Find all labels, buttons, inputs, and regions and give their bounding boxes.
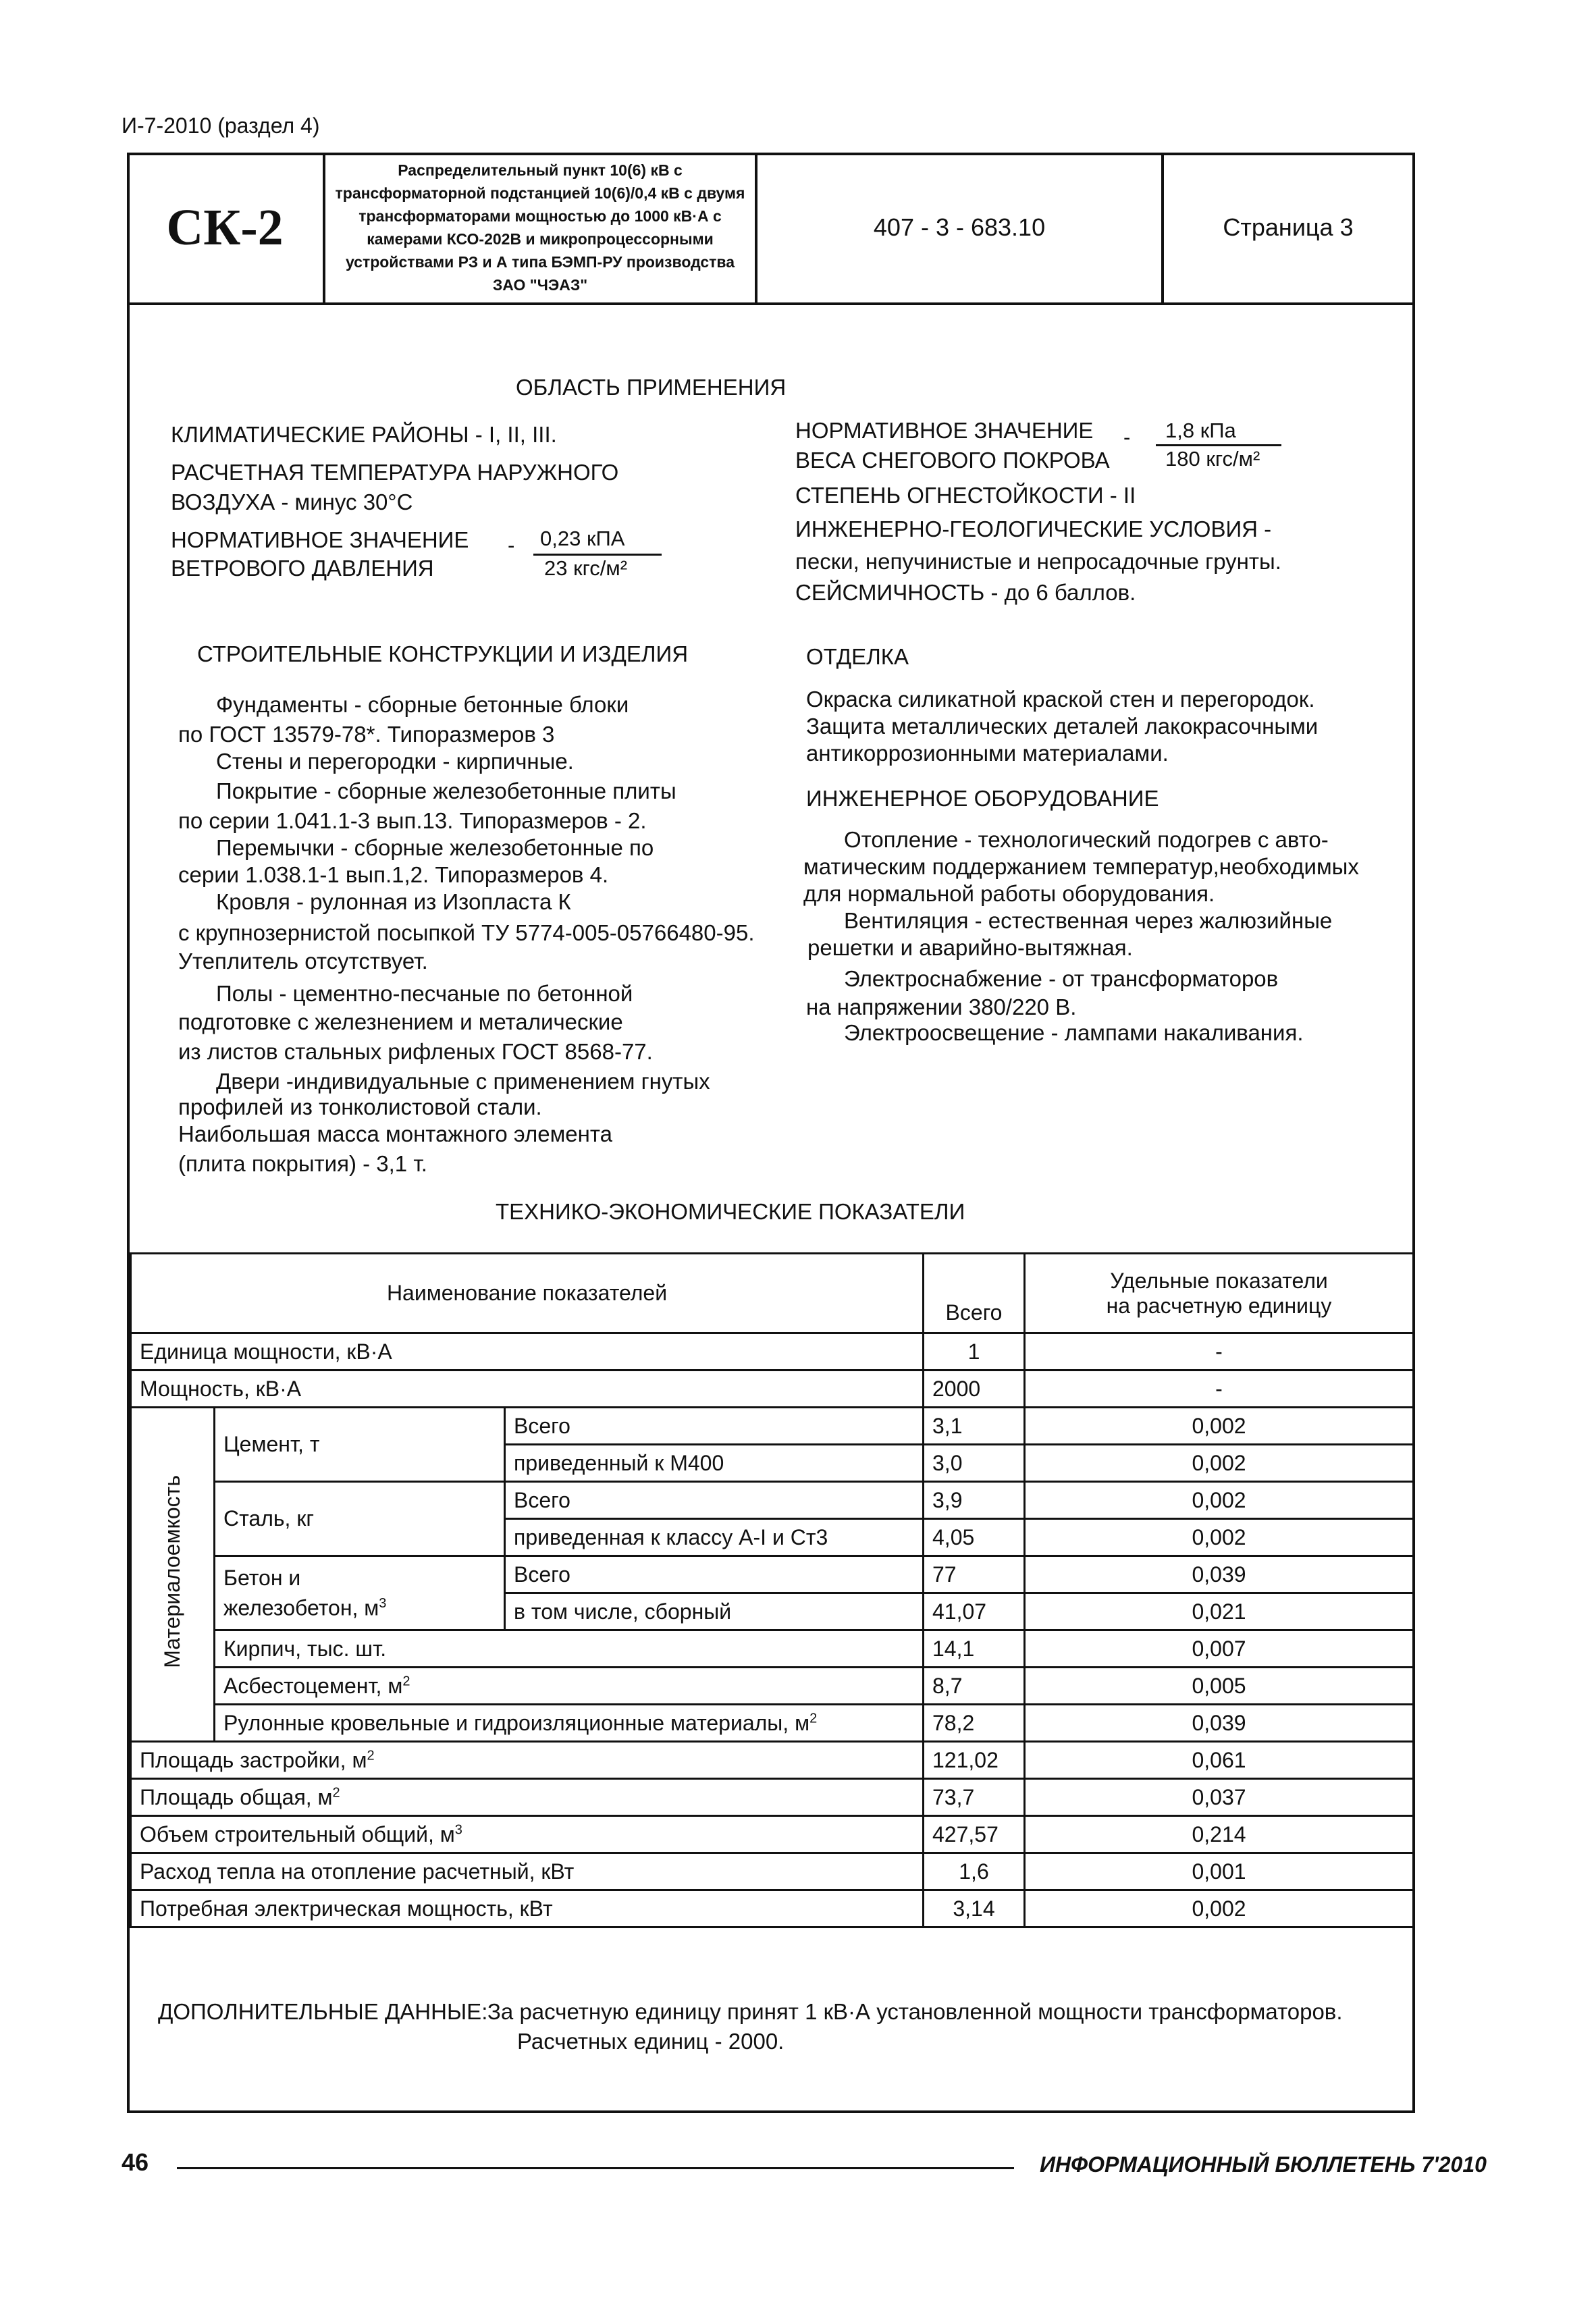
constructions-line: Стены и перегородки - кирпичные. xyxy=(216,749,574,774)
snow-label-line2: ВЕСА СНЕГОВОГО ПОКРОВА xyxy=(795,448,1110,473)
row-sub: Всего xyxy=(505,1482,924,1519)
row-unit: 0,039 xyxy=(1025,1556,1414,1593)
wind-dash: - xyxy=(508,533,515,557)
asbestos-unit-sup: 2 xyxy=(402,1673,410,1689)
table-row xyxy=(131,1333,1414,1371)
constructions-line: Фундаменты - сборные бетонные блоки xyxy=(216,692,629,717)
row-name xyxy=(215,1705,924,1742)
row-name xyxy=(131,1742,924,1779)
asbestos-name: Асбестоцемент, м xyxy=(223,1673,403,1698)
material-group-label: Материалоемкость xyxy=(160,1475,184,1668)
constructions-line: Покрытие - сборные железобетонные плиты xyxy=(216,778,676,803)
constructions-line: Утеплитель отсутствует. xyxy=(178,949,428,974)
row-sub: Всего xyxy=(505,1408,924,1445)
concrete-name-line1: Бетон и xyxy=(223,1566,301,1591)
constructions-line: по ГОСТ 13579-78*. Типоразмеров 3 xyxy=(178,722,555,747)
row-unit: - xyxy=(1025,1333,1414,1371)
row-total: 427,57 xyxy=(924,1816,1025,1853)
table-row xyxy=(131,1630,1414,1668)
volume-name: Объем строительный общий, м xyxy=(140,1822,455,1846)
constructions-line: серии 1.038.1-1 вып.1,2. Типоразмеров 4. xyxy=(178,862,609,887)
total-area-name: Площадь общая, м xyxy=(140,1784,333,1809)
finish-heading: ОТДЕЛКА xyxy=(806,644,909,669)
equipment-line: Отопление - технологический подогрев с авто- xyxy=(844,827,1329,852)
document-code: И-7-2010 (раздел 4) xyxy=(122,113,320,138)
row-sub: в том числе, сборный xyxy=(505,1593,924,1630)
extra-label: ДОПОЛНИТЕЛЬНЫЕ ДАННЫЕ: xyxy=(158,1999,488,2024)
row-total: 41,07 xyxy=(924,1593,1025,1630)
row-total: 14,1 xyxy=(924,1630,1025,1668)
row-unit: 0,021 xyxy=(1025,1593,1414,1630)
concrete-name-text: железобетон, м xyxy=(223,1595,379,1620)
row-name xyxy=(215,1668,924,1705)
table-row xyxy=(131,1408,1414,1445)
constructions-line: Полы - цементно-песчаные по бетонной xyxy=(216,981,633,1006)
bulletin-title: ИНФОРМАЦИОННЫЙ БЮЛЛЕТЕНЬ 7'2010 xyxy=(1040,2152,1487,2177)
row-unit: 0,002 xyxy=(1025,1482,1414,1519)
row-unit: 0,061 xyxy=(1025,1742,1414,1779)
row-total: 2000 xyxy=(924,1371,1025,1408)
row-total: 73,7 xyxy=(924,1779,1025,1816)
snow-value-kgs: 180 кгс/м² xyxy=(1165,447,1260,471)
design-temp-line1: РАСЧЕТНАЯ ТЕМПЕРАТУРА НАРУЖНОГО xyxy=(171,460,619,485)
col-header-unit-line2: на расчетную единицу xyxy=(1106,1293,1332,1318)
row-sub: приведенный к М400 xyxy=(505,1445,924,1482)
equipment-heading: ИНЖЕНЕРНОЕ ОБОРУДОВАНИЕ xyxy=(806,786,1159,811)
col-header-unit-line1: Удельные показатели xyxy=(1110,1268,1328,1293)
built-area-sup: 2 xyxy=(367,1747,375,1763)
constructions-line: с крупнозернистой посыпкой ТУ 5774-005-05766480-95. xyxy=(178,920,755,945)
constructions-line: по серии 1.041.1-3 вып.13. Типоразмеров - 2. xyxy=(178,808,647,833)
extra-line1: За расчетную единицу принят 1 кВ·А установленной мощности трансформаторов. xyxy=(487,1999,1343,2024)
table-row xyxy=(131,1556,1414,1593)
snow-fraction-line xyxy=(1156,444,1281,446)
row-name: Мощность, кВ·А xyxy=(131,1371,924,1408)
row-unit: 0,002 xyxy=(1025,1408,1414,1445)
roll-name: Рулонные кровельные и гидроизляционные материалы, м xyxy=(223,1710,810,1735)
concrete-name-line2 xyxy=(223,1591,496,1621)
wind-label-line1: НОРМАТИВНОЕ ЗНАЧЕНИЕ xyxy=(171,527,469,552)
table-row xyxy=(131,1668,1414,1705)
equipment-line: Электроосвещение - лампами накаливания. xyxy=(844,1020,1304,1045)
constructions-line: подготовке с железнением и металические xyxy=(178,1009,623,1034)
finish-line: антикоррозионными материалами. xyxy=(806,741,1169,766)
concrete-unit-sup: 3 xyxy=(379,1596,387,1612)
constructions-line: Наибольшая масса монтажного элемента xyxy=(178,1121,612,1146)
wind-label-line2: ВЕТРОВОГО ДАВЛЕНИЯ xyxy=(171,556,434,581)
title-block xyxy=(127,153,1415,305)
finish-line: Защита металлических деталей лакокрасочными xyxy=(806,714,1319,739)
row-name: Потребная электрическая мощность, кВт xyxy=(131,1890,924,1928)
equipment-line: решетки и аварийно-вытяжная. xyxy=(807,935,1133,960)
constructions-line: из листов стальных рифленых ГОСТ 8568-77. xyxy=(178,1039,653,1064)
total-area-sup: 2 xyxy=(332,1784,340,1800)
table-row xyxy=(131,1853,1414,1890)
row-name: Единица мощности, кВ·А xyxy=(131,1333,924,1371)
page-label: Страница 3 xyxy=(1223,213,1354,241)
wind-fraction-line xyxy=(533,554,662,556)
constructions-line: профилей из тонколистовой стали. xyxy=(178,1094,542,1119)
scope-heading: ОБЛАСТЬ ПРИМЕНЕНИЯ xyxy=(516,375,787,400)
series-code: СК-2 xyxy=(127,153,325,302)
table-row xyxy=(131,1482,1414,1519)
project-title: Распределительный пункт 10(6) кВ с трансформаторной подстанцией 10(6)/0,4 кВ с двумя трансформаторами мощностью до 1000 кВ·А с камерами КСО-202В и микропроцессорными устройствами РЗ и А типа БЭМП-РУ производства ЗАО "ЧЭАЗ" xyxy=(325,153,757,302)
row-total: 3,14 xyxy=(924,1890,1025,1928)
geo-conditions: ИНЖЕНЕРНО-ГЕОЛОГИЧЕСКИЕ УСЛОВИЯ - xyxy=(795,516,1272,541)
climate-regions: КЛИМАТИЧЕСКИЕ РАЙОНЫ - I, II, III. xyxy=(171,422,557,447)
row-unit: 0,005 xyxy=(1025,1668,1414,1705)
fire-resistance: СТЕПЕНЬ ОГНЕСТОЙКОСТИ - II xyxy=(795,483,1136,508)
row-total: 3,9 xyxy=(924,1482,1025,1519)
table-header-row xyxy=(131,1254,1414,1333)
row-unit: 0,002 xyxy=(1025,1519,1414,1556)
volume-sup: 3 xyxy=(454,1822,462,1837)
row-name xyxy=(131,1779,924,1816)
finish-line: Окраска силикатной краской стен и перегородок. xyxy=(806,687,1315,712)
constructions-line: Кровля - рулонная из Изопласта К xyxy=(216,889,571,914)
wind-value-kgs: 23 кгс/м² xyxy=(544,556,628,580)
equipment-line: Электроснабжение - от трансформаторов xyxy=(844,966,1279,991)
footer-rule xyxy=(177,2167,1014,2169)
equipment-line: Вентиляция - естественная через жалюзийные xyxy=(844,908,1333,933)
indicators-table xyxy=(130,1252,1414,1928)
row-name: Расход тепла на отопление расчетный, кВт xyxy=(131,1853,924,1890)
row-total: 121,02 xyxy=(924,1742,1025,1779)
row-sub: Всего xyxy=(505,1556,924,1593)
design-temp-line2: ВОЗДУХА - минус 30°С xyxy=(171,489,413,514)
page-number: 46 xyxy=(122,2148,149,2176)
constructions-line: Перемычки - сборные железобетонные по xyxy=(216,835,654,860)
row-unit: 0,037 xyxy=(1025,1779,1414,1816)
row-name: Кирпич, тыс. шт. xyxy=(215,1630,924,1668)
row-name xyxy=(215,1556,505,1630)
equipment-line: на напряжении 380/220 В. xyxy=(806,994,1077,1019)
row-total: 1 xyxy=(924,1333,1025,1371)
material-group-cell xyxy=(131,1408,215,1742)
row-unit: 0,002 xyxy=(1025,1445,1414,1482)
project-number: 407 - 3 - 683.10 xyxy=(757,153,1164,302)
constructions-line: (плита покрытия) - 3,1 т. xyxy=(178,1151,427,1176)
wind-value-kpa: 0,23 кПА xyxy=(540,527,625,550)
row-total: 3,0 xyxy=(924,1445,1025,1482)
constructions-heading: СТРОИТЕЛЬНЫЕ КОНСТРУКЦИИ И ИЗДЕЛИЯ xyxy=(197,641,689,666)
row-name: Цемент, т xyxy=(215,1408,505,1482)
table-row xyxy=(131,1816,1414,1853)
row-name xyxy=(131,1816,924,1853)
table-row xyxy=(131,1705,1414,1742)
row-total: 4,05 xyxy=(924,1519,1025,1556)
row-total: 8,7 xyxy=(924,1668,1025,1705)
col-header-total: Всего xyxy=(924,1254,1025,1333)
row-unit: 0,001 xyxy=(1025,1853,1414,1890)
col-header-name: Наименование показателей xyxy=(131,1254,924,1333)
extra-line2: Расчетных единиц - 2000. xyxy=(517,2029,784,2054)
row-unit: - xyxy=(1025,1371,1414,1408)
snow-value-kpa: 1,8 кПа xyxy=(1165,419,1236,442)
col-header-unit xyxy=(1025,1254,1414,1333)
row-unit: 0,002 xyxy=(1025,1890,1414,1928)
row-total: 78,2 xyxy=(924,1705,1025,1742)
equipment-line: для нормальной работы оборудования. xyxy=(803,881,1215,906)
constructions-line: Двери -индивидуальные с применением гнутых xyxy=(216,1069,710,1094)
snow-label-line1: НОРМАТИВНОЕ ЗНАЧЕНИЕ xyxy=(795,418,1094,443)
indicators-heading: ТЕХНИКО-ЭКОНОМИЧЕСКИЕ ПОКАЗАТЕЛИ xyxy=(496,1199,965,1224)
row-total: 3,1 xyxy=(924,1408,1025,1445)
row-name: Сталь, кг xyxy=(215,1482,505,1556)
snow-dash: - xyxy=(1123,425,1131,449)
row-unit: 0,214 xyxy=(1025,1816,1414,1853)
built-area-name: Площадь застройки, м xyxy=(140,1747,367,1772)
equipment-line: матическим поддержанием температур,необходимых xyxy=(803,854,1359,879)
table-row xyxy=(131,1742,1414,1779)
roll-unit-sup: 2 xyxy=(809,1710,818,1726)
geo-soils: пески, непучинистые и непросадочные грунты. xyxy=(795,549,1281,574)
row-total: 77 xyxy=(924,1556,1025,1593)
row-unit: 0,039 xyxy=(1025,1705,1414,1742)
table-row xyxy=(131,1371,1414,1408)
seismicity: СЕЙСМИЧНОСТЬ - до 6 баллов. xyxy=(795,580,1136,605)
table-row xyxy=(131,1890,1414,1928)
row-unit: 0,007 xyxy=(1025,1630,1414,1668)
row-sub: приведенная к классу А-I и Ст3 xyxy=(505,1519,924,1556)
table-row xyxy=(131,1779,1414,1816)
row-total: 1,6 xyxy=(924,1853,1025,1890)
